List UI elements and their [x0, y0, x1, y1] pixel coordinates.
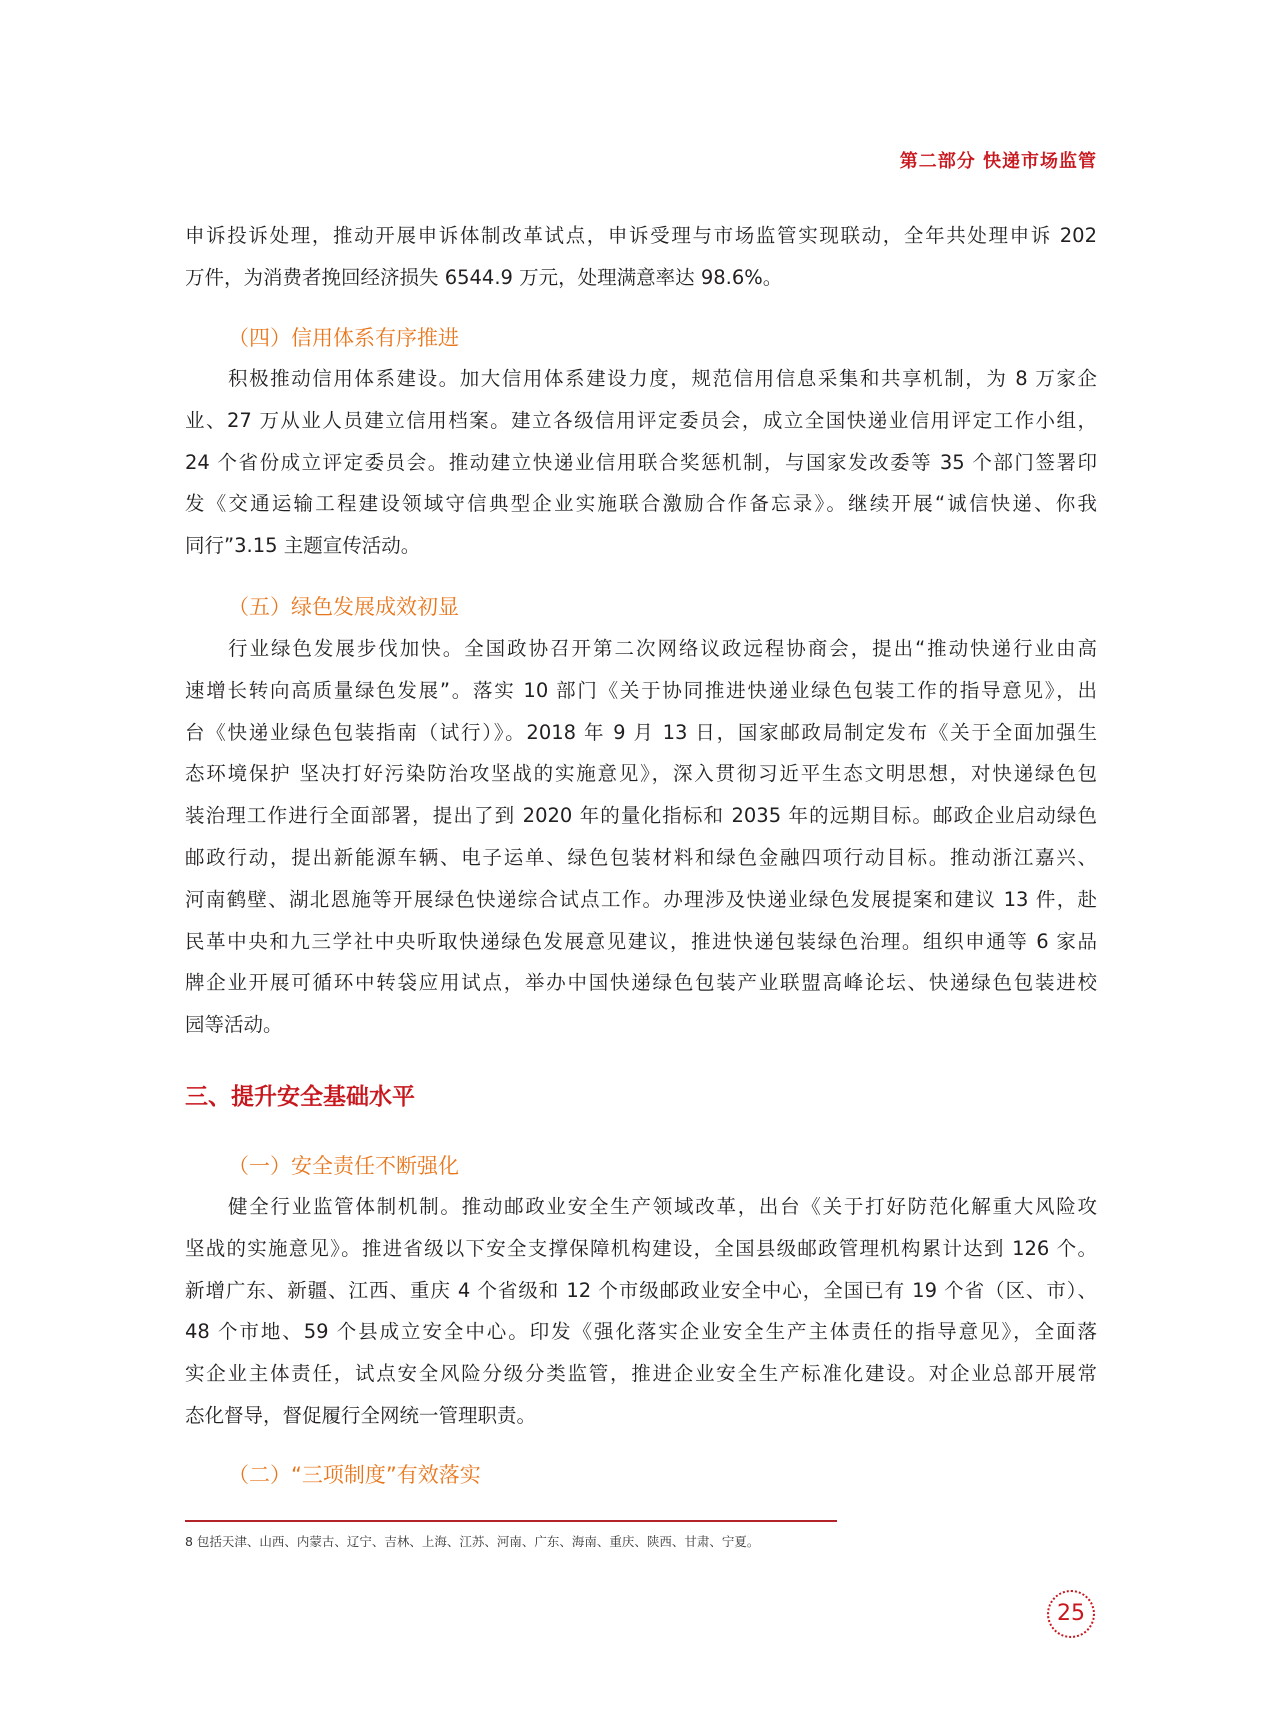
- section-heading-three-systems: （二）“三项制度”有效落实: [228, 1463, 481, 1487]
- text-line: 行业绿色发展步伐加快。全国政协召开第二次网络议政远程协商会，提出“推动快递行业由高: [228, 637, 1097, 660]
- paragraph-complaints: [185, 215, 1097, 299]
- text-line: 河南鹤壁、湖北恩施等开展绿色快递综合试点工作。办理涉及快递业绿色发展提案和建议 13 件，赴: [185, 887, 1097, 911]
- text-line: 发《交通运输工程建设领域守信典型企业实施联合激励合作备忘录》。继续开展“诚信快递、你我: [185, 492, 1097, 516]
- text-line: 新增广东、新疆、江西、重庆 4 个省级和 12 个市级邮政业安全中心，全国已有 19 个省（区、市）、: [185, 1278, 1097, 1302]
- text-line: 台《快递业绿色包装指南（试行）》。2018 年 9 月 13 日，国家邮政局制定发布《关于全面加强生: [185, 720, 1097, 744]
- footnote: 8 包括天津、山西、内蒙古、辽宁、吉林、上海、江苏、河南、广东、海南、重庆、陕西、甘肃、宁夏。: [185, 1534, 760, 1549]
- paragraph-green: [185, 628, 1097, 1046]
- text-line: 园等活动。: [185, 1013, 283, 1037]
- text-line: 健全行业监管体制机制。推动邮政业安全生产领域改革，出台《关于打好防范化解重大风险攻: [228, 1195, 1097, 1218]
- section-heading-safety-responsibility: （一）安全责任不断强化: [228, 1154, 459, 1178]
- section-heading-green: （五）绿色发展成效初显: [228, 595, 459, 619]
- text-line: 万件，为消费者挽回经济损失 6544.9 万元，处理满意率达 98.6%。: [185, 265, 783, 289]
- text-line: 同行”3.15 主题宣传活动。: [185, 534, 421, 558]
- text-line: 装治理工作进行全面部署，提出了到 2020 年的量化指标和 2035 年的远期目标。邮政企业启动绿色: [185, 804, 1097, 828]
- page-number: 25: [1047, 1590, 1095, 1638]
- text-line: 牌企业开展可循环中转袋应用试点，举办中国快递绿色包装产业联盟高峰论坛、快递绿色包装进校: [185, 971, 1097, 995]
- text-line: 邮政行动，提出新能源车辆、电子运单、绿色包装材料和绿色金融四项行动目标。推动浙江嘉兴、: [185, 845, 1097, 869]
- paragraph-safety: [185, 1186, 1097, 1437]
- text-line: 坚战的实施意见》。推进省级以下安全支撑保障机构建设，全国县级邮政管理机构累计达到 126 个。: [185, 1236, 1097, 1260]
- text-line: 24 个省份成立评定委员会。推动建立快递业信用联合奖惩机制，与国家发改委等 35 个部门签署印: [185, 450, 1097, 474]
- section-heading-credit: （四）信用体系有序推进: [228, 326, 459, 350]
- text-line: 业、27 万从业人员建立信用档案。建立各级信用评定委员会，成立全国快递业信用评定工作小组，: [185, 408, 1097, 432]
- text-line: 态环境保护 坚决打好污染防治攻坚战的实施意见》，深入贯彻习近平生态文明思想，对快递绿色包: [185, 762, 1097, 786]
- text-line: 48 个市地、59 个县成立安全中心。印发《强化落实企业安全生产主体责任的指导意见》，全面落: [185, 1320, 1097, 1344]
- running-head: 第二部分 快递市场监管: [899, 151, 1097, 172]
- text-line: 积极推动信用体系建设。加大信用体系建设力度，规范信用信息采集和共享机制，为 8 万家企: [228, 367, 1097, 390]
- text-line: 申诉投诉处理，推动开展申诉体制改革试点，申诉受理与市场监管实现联动，全年共处理申诉 202: [185, 224, 1097, 247]
- text-line: 民革中央和九三学社中央听取快递绿色发展意见建议，推进快递包装绿色治理。组织申通等 6 家品: [185, 929, 1097, 953]
- part-heading-safety: 三、提升安全基础水平: [185, 1084, 415, 1110]
- text-line: 速增长转向高质量绿色发展”。落实 10 部门《关于协同推进快递业绿色包装工作的指导意见》，出: [185, 678, 1097, 702]
- footnote-divider: [185, 1520, 837, 1522]
- paragraph-credit: [185, 358, 1097, 567]
- text-line: 态化督导，督促履行全网统一管理职责。: [185, 1403, 537, 1427]
- text-line: 实企业主体责任，试点安全风险分级分类监管，推进企业安全生产标准化建设。对企业总部开展常: [185, 1362, 1097, 1386]
